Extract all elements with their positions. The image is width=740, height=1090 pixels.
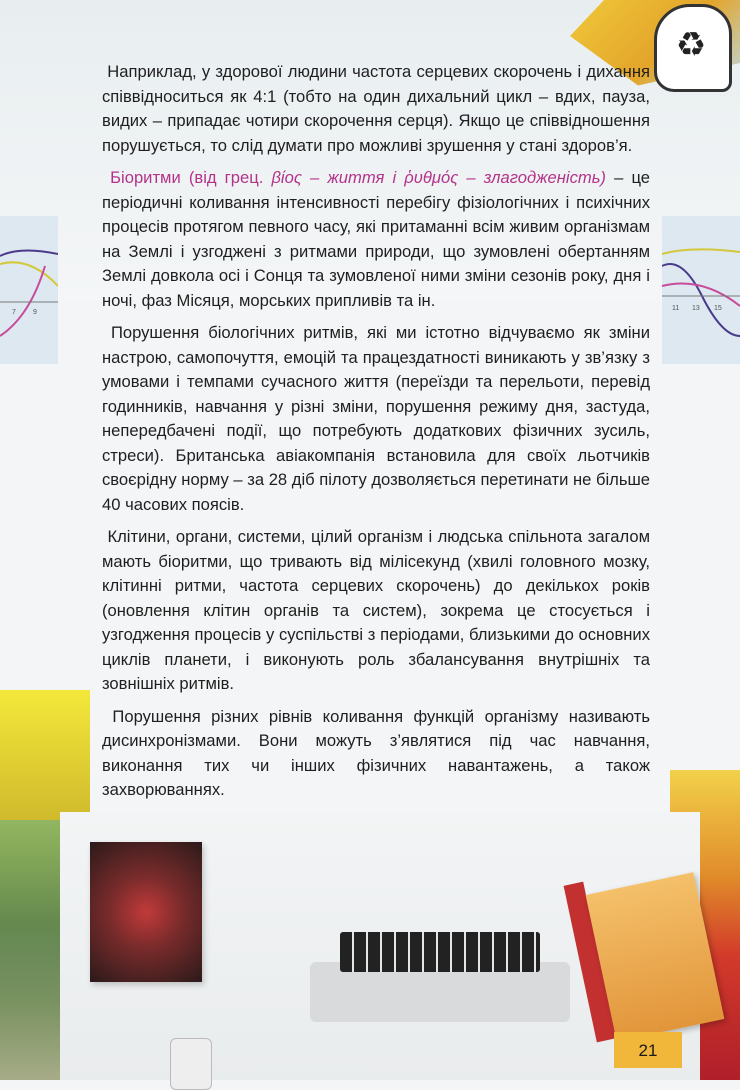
right-tick-15: 15 [714,305,722,312]
right-chart-curves [662,216,740,364]
left-chart-curves [0,216,58,364]
recycle-head-icon [654,4,732,92]
paragraph-2 [102,166,650,313]
abstract-painting [90,842,202,982]
term-etymology: βίος – життя і ῥυθμός – злагодженість) [271,168,606,187]
left-tick-7: 7 [12,309,16,316]
paragraph-3-text: Порушення біологічних ритмів, які ми істотно відчуваємо як зміни настрою, самопочуття, емоцій та працездатності виникають у зв’язку з умовами і темпами сучасного життя (переїзди та перельоти, перевід годинників, навчання у різні зміни, порушення режиму дня, застуда, непередбачені події, що потребують додаткових фізичних зусиль, стреси). Британська авіакомпанія встановила для своїх льотчиків своєрідну норму – за 28 діб пілоту дозволяється перетинати не більше 40 часових поясів. [102,323,651,514]
paragraph-3 [102,321,650,517]
left-chart-fragment [0,216,58,364]
term-biorhythms: Біоритми (від грец. [110,168,272,187]
page-number: 21 [638,1041,658,1060]
paragraph-4 [102,525,650,697]
right-tick-13: 13 [692,305,700,312]
paragraph-5 [102,705,650,803]
desk-photo [60,812,700,1080]
paragraph-4-text: Клітини, органи, системи, цілий організм і людська спільнота загалом мають біоритми, що тривають від мілісекунд (хвилі головного мозку, клітинні ритми, частота серцевих скорочень) до декількох років (оновлення клітин органів та систем), зокрема це стосується і узгодження процесів у суспільстві з періодами, близькими до основних циклів планети, і виконують роль збалансування внутрішніх та зовнішніх ритмів. [102,527,650,693]
right-tick-11: 11 [672,305,680,312]
paragraph-5-text: Порушення різних рівнів коливання функцій організму називають дисинхронізмами. Вони можуть з’являтися під час навчання, виконання тих чи інших фізичних навантажень, а також захворюваннях. [102,706,650,799]
paragraph-1-text: Наприклад, у здорової людини частота серцевих скорочень і дихання співвідноситься як 4:1 (тобто на один дихальний цикл – вдих, пауза, видих – припадає чотири скорочення серця). Якщо це співвідношення порушується, то слід думати про можливі зрушення у стані здоров’я. [102,62,650,155]
right-chart-fragment [662,216,740,364]
led-remote [170,1038,212,1090]
laptop-keyboard [340,932,540,972]
paragraph-1 [102,60,650,158]
recycle-icon: ♻ [675,26,707,64]
main-text [102,60,650,811]
left-tick-9: 9 [33,309,37,316]
paragraph-2-text: – це періодичні коливання інтенсивності перебігу фізіологічних і психічних процесів протягом певного часу, які притаманні всім живим організмам на Землі і узгоджені з ритмами природи, що зумовлені обертанням Землі довкола осі і Сонця та зумовленої ними зміни сезонів року, дня і ночі, фаз Місяця, морських припливів та ін. [102,168,650,310]
